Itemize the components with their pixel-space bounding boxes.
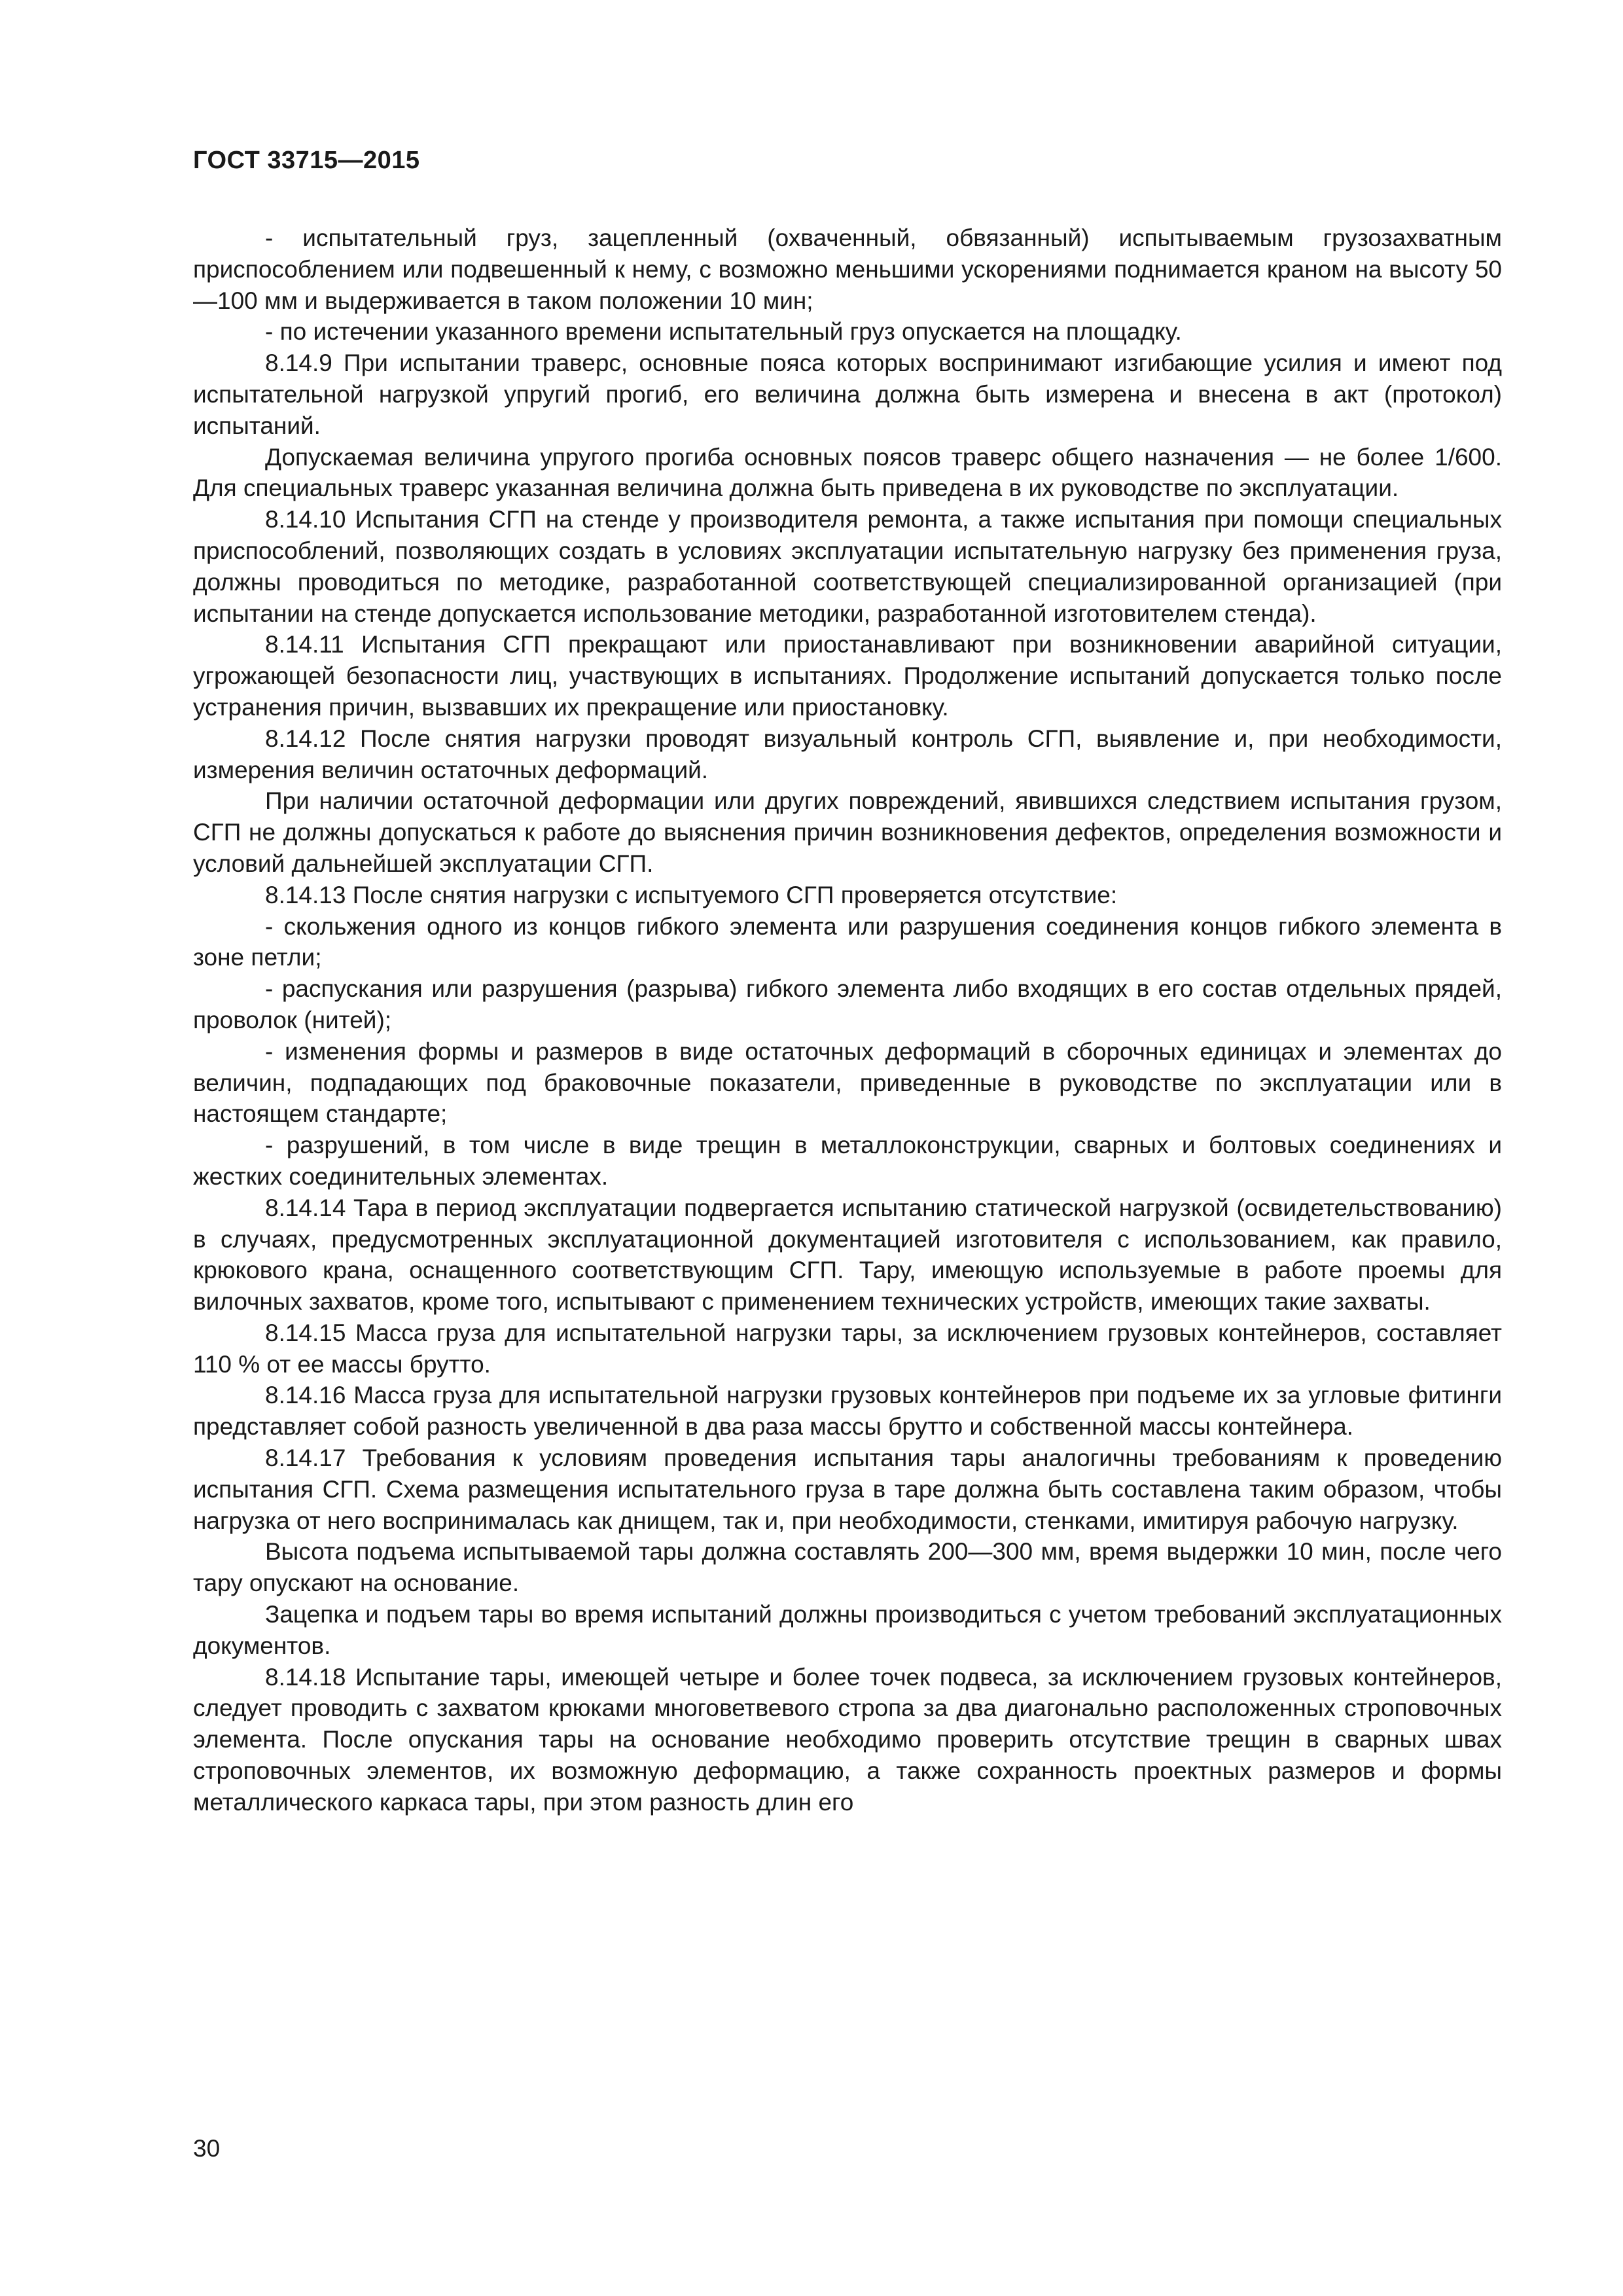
paragraph: - изменения формы и размеров в виде остаточных деформаций в сборочных единицах и элементах до величин, подпадающих под браковочные показатели, приведенные в руководстве по эксплуатации или в настоящем стандарте; (193, 1037, 1502, 1128)
paragraph: Допускаемая величина упругого прогиба основных поясов траверс общего назначения — не более 1/600. Для специальных траверс указанная величина должна быть приведена в их руководстве по эксплуатации. (193, 443, 1502, 502)
paragraph: 8.14.18 Испытание тары, имеющей четыре и более точек подвеса, за исключением грузовых контейнеров, следует проводить с захватом крюками многоветвевого стропа за два диагонально расположенных строповочных элемента. После опускания тары на основание необходимо проверить отсутствие трещин в сварных швах строповочных элементов, их возможную деформацию, а также сохранность проектных размеров и формы металлического каркаса тары, при этом разность длин его (193, 1663, 1502, 1816)
document-header-title: ГОСТ 33715—2015 (193, 147, 420, 174)
paragraph: 8.14.11 Испытания СГП прекращают или приостанавливают при возникновении аварийной ситуации, угрожающей безопасности лиц, участвующих в испытаниях. Продолжение испытаний допускается только после устранения причин, вызвавших их прекращение или приостановку. (193, 631, 1502, 721)
paragraph: 8.14.15 Масса груза для испытательной нагрузки тары, за исключением грузовых контейнеров, составляет 110 % от ее массы брутто. (193, 1319, 1502, 1378)
paragraph: 8.14.16 Масса груза для испытательной нагрузки грузовых контейнеров при подъеме их за угловые фитинги представляет собой разность увеличенной в два раза массы брутто и собственной массы контейнера. (193, 1382, 1502, 1441)
paragraph: 8.14.9 При испытании траверс, основные пояса которых воспринимают изгибающие усилия и имеют под испытательной нагрузкой упругий прогиб, его величина должна быть измерена и внесена в акт (протокол) испытаний. (193, 350, 1502, 439)
paragraph: 8.14.10 Испытания СГП на стенде у производителя ремонта, а также испытания при помощи специальных приспособлений, позволяющих создать в условиях эксплуатации испытательную нагрузку без применения груза, должны проводиться по методике, разработанной соответствующей специализированной организацией (при испытании на стенде допускается использование методики, разработанной изготовителем стенда). (193, 506, 1502, 627)
paragraph: - по истечении указанного времени испытательный груз опускается на площадку. (265, 318, 1182, 346)
paragraph: - испытательный груз, зацепленный (охваченный, обвязанный) испытываемым грузозахватным приспособлением или подвешенный к нему, с возможно меньшими ускорениями поднимается краном на высоту 50—100 мм и выдерживается в таком положении 10 мин; (193, 224, 1502, 314)
document-body (193, 223, 1502, 1818)
paragraph: Зацепка и подъем тары во время испытаний должны производиться с учетом требований эксплуатационных документов. (193, 1601, 1502, 1659)
paragraph: 8.14.12 После снятия нагрузки проводят визуальный контроль СГП, выявление и, при необходимости, измерения величин остаточных деформаций. (193, 725, 1502, 783)
paragraph: 8.14.14 Тара в период эксплуатации подвергается испытанию статической нагрузкой (освидетельствованию) в случаях, предусмотренных эксплуатационной документацией изготовителя с использованием, как правило, крюкового крана, оснащенного соответствующим СГП. Тару, имеющую используемые в работе проемы для вилочных захватов, кроме того, испытывают с применением технических устройств, имеющих такие захваты. (193, 1194, 1502, 1316)
paragraph: - распускания или разрушения (разрыва) гибкого элемента либо входящих в его состав отдельных прядей, проволок (нитей); (193, 975, 1502, 1033)
paragraph: Высота подъема испытываемой тары должна составлять 200—300 мм, время выдержки 10 мин, после чего тару опускают на основание. (193, 1538, 1502, 1597)
paragraph: 8.14.13 После снятия нагрузки с испытуемого СГП проверяется отсутствие: (265, 881, 1118, 908)
paragraph: 8.14.17 Требования к условиям проведения испытания тары аналогичны требованиям к проведению испытания СГП. Схема размещения испытательного груза в таре должна быть составлена таким образом, чтобы нагрузка от него воспринималась как днищем, так и, при необходимости, стенками, имитируя рабочую нагрузку. (193, 1444, 1502, 1534)
page-number: 30 (193, 2135, 221, 2162)
paragraph: При наличии остаточной деформации или других повреждений, явившихся следствием испытания грузом, СГП не должны допускаться к работе до выяснения причин возникновения дефектов, определения возможности и условий дальнейшей эксплуатации СГП. (193, 787, 1502, 877)
paragraph: - скольжения одного из концов гибкого элемента или разрушения соединения концов гибкого элемента в зоне петли; (193, 912, 1502, 971)
paragraph: - разрушений, в том числе в виде трещин в металлоконструкции, сварных и болтовых соединениях и жестких соединительных элементах. (193, 1132, 1502, 1190)
